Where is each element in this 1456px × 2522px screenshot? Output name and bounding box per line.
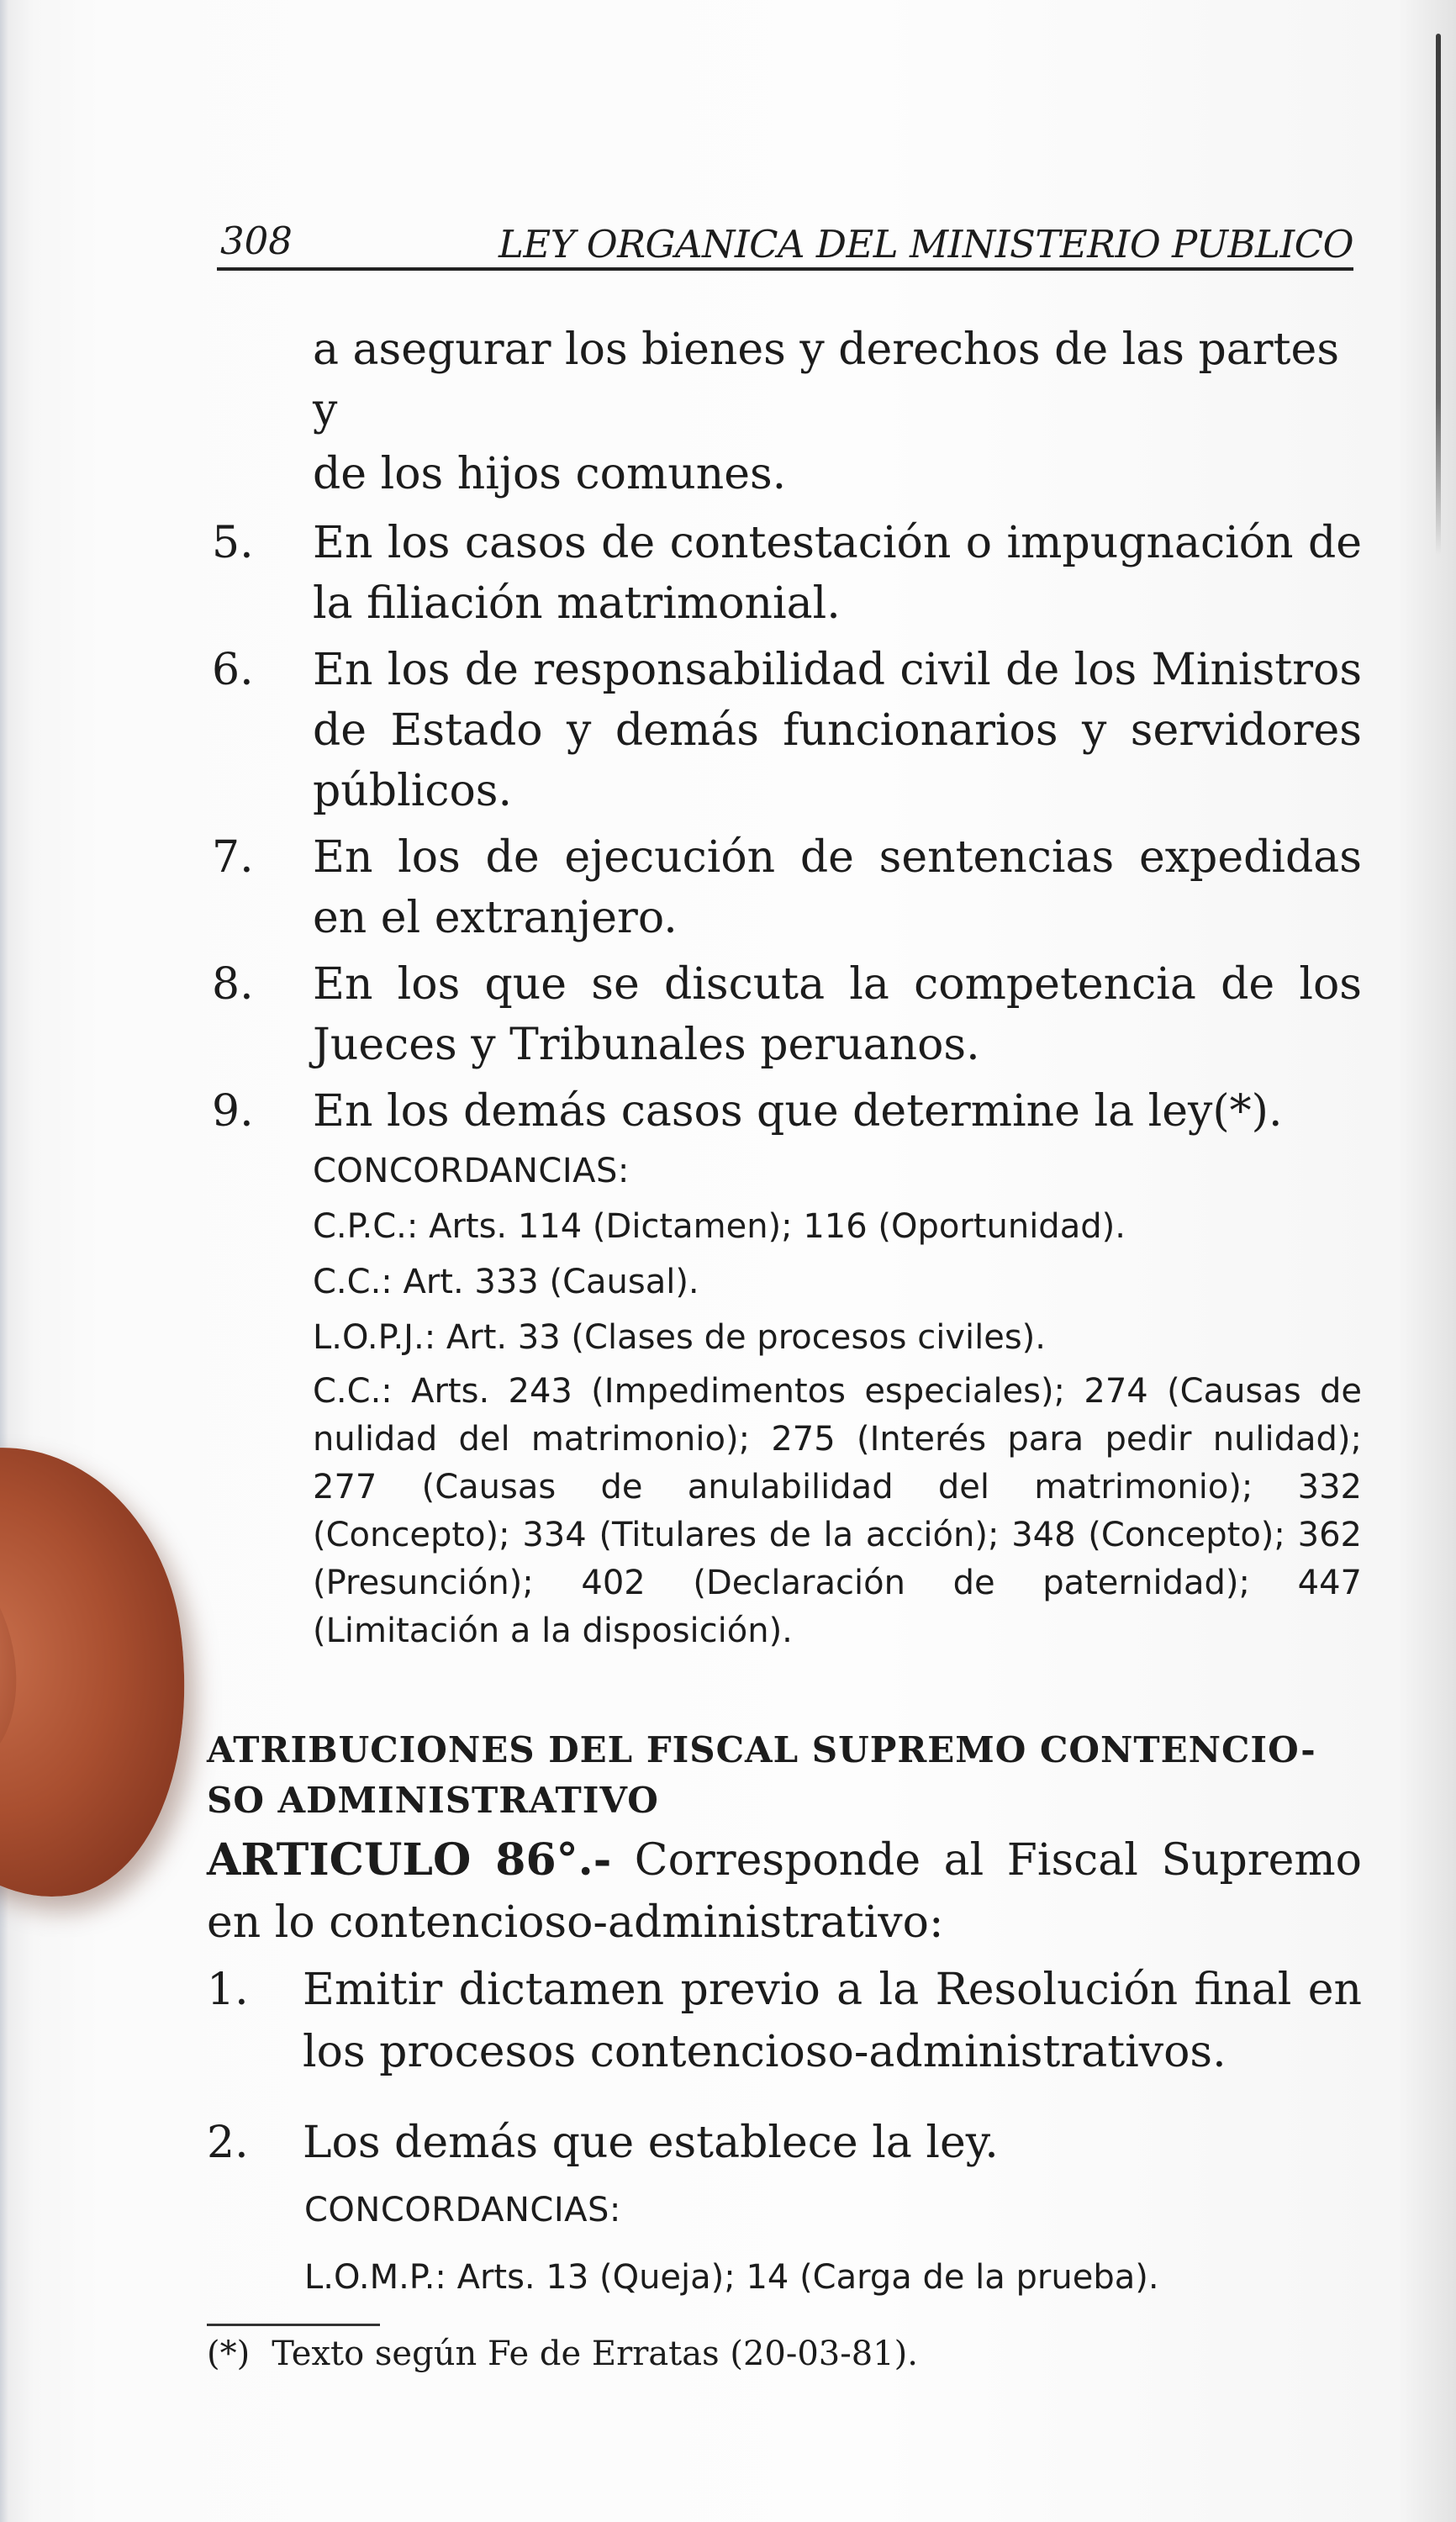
concordancias-block-2: [304, 2186, 1364, 2302]
footnote: [207, 2330, 918, 2377]
thumb-finger: [0, 1425, 215, 1920]
article-text: Corresponde al Fiscal Supremo en lo contencioso-administrativo:: [207, 1835, 1362, 1948]
list-item: [210, 640, 1362, 821]
footnote-rule: [207, 2324, 380, 2326]
item-text: En los que se discuta la competencia de los Jueces y Tribunales peruanos.: [313, 959, 1362, 1070]
item-text: En los casos de contestación o impugnación de la filiación matrimonial.: [313, 518, 1362, 629]
item-number: 6.: [212, 645, 254, 695]
concordancia-line: L.O.M.P.: Arts. 13 (Queja); 14 (Carga de la prueba).: [304, 2258, 1159, 2297]
page-right-edge: [1436, 34, 1441, 555]
item-text: En los de responsabilidad civil de los Ministros de Estado y demás funcionarios y servidores públicos.: [313, 645, 1362, 816]
article-label: ARTICULO 86°.-: [207, 1834, 612, 1886]
item-number: 2.: [207, 2118, 249, 2168]
concordancia-line: L.O.P.J.: Art. 33 (Clases de procesos civiles).: [313, 1318, 1046, 1357]
item-text: En los demás casos que determine la ley(*).: [313, 1086, 1283, 1137]
item-text: En los de ejecución de sentencias expedidas en el extranjero.: [313, 832, 1362, 943]
footnote-mark: (*): [207, 2335, 251, 2373]
article-items: [207, 1959, 1362, 2203]
page-header: [217, 212, 1353, 271]
concordancia-line: C.P.C.: Arts. 114 (Dictamen); 116 (Oportunidad).: [313, 1207, 1126, 1246]
concordancia-line: C.C.: Art. 333 (Causal).: [313, 1263, 699, 1301]
running-title: LEY ORGANICA DEL MINISTERIO PUBLICO: [499, 222, 1353, 266]
page-number: 308: [220, 219, 293, 263]
list-item: [210, 827, 1362, 948]
concordancias-heading: CONCORDANCIAS:: [313, 1152, 630, 1190]
continuation-line-1: a asegurar los bienes y derechos de las partes y: [313, 324, 1340, 435]
page-left-edge: [0, 0, 8, 2522]
main-text: [210, 319, 1362, 1655]
section-heading: [207, 1725, 1358, 1826]
list-item: [210, 513, 1362, 634]
item-text: Los demás que establece la ley.: [303, 2118, 999, 2168]
item-number: 9.: [212, 1086, 254, 1137]
concordancias-block: [313, 1148, 1362, 1655]
list-item: [207, 2112, 1362, 2174]
list-item: [210, 954, 1362, 1075]
concordancia-line: C.C.: Arts. 243 (Impedimentos especiales); 274 (Causas de nulidad del matrimonio); 275 (Interés para pedir nulidad); 277 (Causas de anulabilidad del matrimonio); 332 (Concepto); 334 (Titulares de la acción); 348 (Concepto); 362 (Presunción); 402 (Declaración de paternidad); 447 (Limitación a la disposición).: [313, 1372, 1362, 1650]
item-number: 5.: [212, 518, 254, 568]
footnote-text: Texto según Fe de Erratas (20-03-81).: [272, 2335, 918, 2373]
item-text: Emitir dictamen previo a la Resolución final en los procesos contencioso-administrativos.: [303, 1965, 1362, 2077]
section-heading-line-2: SO ADMINISTRATIVO: [207, 1780, 659, 1821]
item-number: 7.: [212, 832, 254, 883]
list-item: [210, 1081, 1362, 1142]
section-heading-line-1: ATRIBUCIONES DEL FISCAL SUPREMO CONTENCIO-: [207, 1729, 1316, 1770]
list-item: [207, 1959, 1362, 2083]
thumbnail-nail: [0, 1549, 29, 1774]
article-86: [207, 1829, 1362, 1954]
item-number: 1.: [207, 1965, 249, 2015]
continuation-line-2: de los hijos comunes.: [313, 449, 787, 499]
item-number: 8.: [212, 959, 254, 1010]
concordancias-heading: CONCORDANCIAS:: [304, 2191, 621, 2229]
